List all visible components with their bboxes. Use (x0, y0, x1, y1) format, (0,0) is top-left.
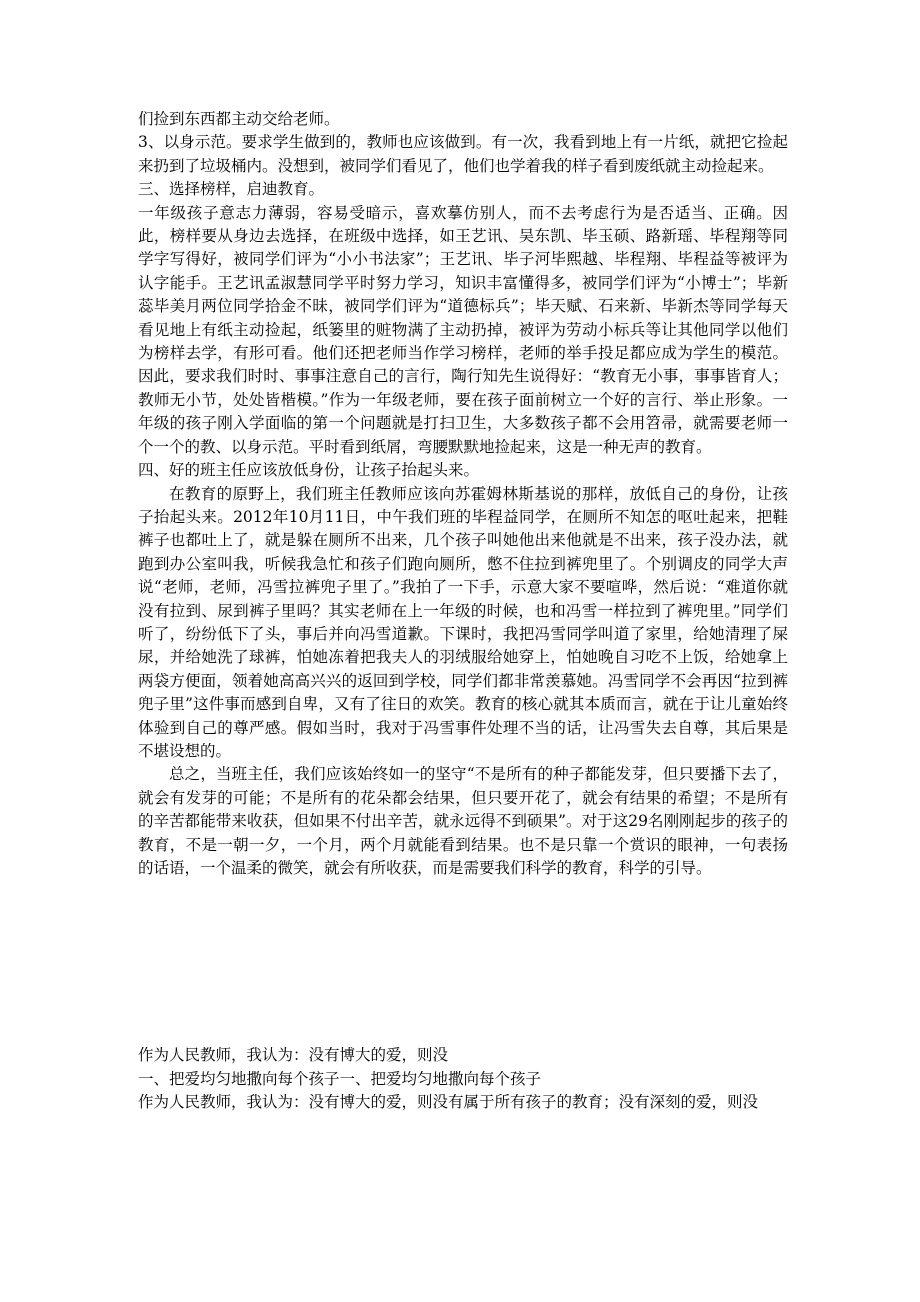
footer-line-2: 一、把爱均匀地撒向每个孩子一、把爱均匀地撒向每个孩子 (138, 1069, 542, 1088)
document-page (138, 108, 788, 1115)
footer-line-1: 作为人民教师，我认为：没有博大的爱，则没 (138, 1046, 449, 1065)
blank-gap (138, 880, 788, 1044)
section-heading-4: 四、好的班主任应该放低身份，让孩子抬起头来。 (138, 461, 480, 480)
paragraph-conclusion: 总之，当班主任，我们应该始终如一的坚守“不是所有的种子都能发芽，但只要播下去了，就会有发芽的可能；不是所有的花朵都会结果，但只要开花了，就会有结果的希望；不是所有的辛苦都能带来收获，但如果不付出辛苦，就永远得不到硕果”。对于这29名刚刚起步的孩子的教育，不是一朝一夕，一个月，两个月就能看到结果。也不是只靠一个赏识的眼神，一句表扬的话语，一个温柔的微笑，就会有所收获，而是需要我们科学的教育，科学的引导。 (138, 765, 788, 877)
paragraph-story: 在教育的原野上，我们班主任教师应该向苏霍姆林斯基说的那样，放低自己的身份，让孩子抬起头来。2012年10月11日，中午我们班的毕程益同学，在厕所不知怎的呕吐起来，把鞋裤子也都吐上了，就是躲在厕所不出来，几个孩子叫她他出来他就是不出来，孩子没办法，就跑到办公室叫我，听候我急忙和孩子们跑向厕所，憋不住拉到裤兜里了。个别调皮的同学大声说“老师，老师，冯雪拉裤兜子里了。”我拍了一下手，示意大家不要喧哗，然后说：“难道你就没有拉到、尿到裤子里吗？其实老师在上一年级的时候，也和冯雪一样拉到了裤兜里。”同学们听了，纷纷低下了头，事后并向冯雪道歉。下课时，我把冯雪同学叫道了家里，给她清理了屎尿，并给她洗了球裤，怕她冻着把我夫人的羽绒服给她穿上，怕她晚自习吃不上饭，给她拿上两袋方便面，领着她高高兴兴的返回到学校，同学们都非常羡慕她。冯雪同学不会再因“拉到裤兜子里”这件事而感到自卑，又有了往日的欢笑。教育的核心就其本质而言，就在于让儿童始终体验到自己的尊严感。假如当时，我对于冯雪事件处理不当的话，让冯雪失去自尊，其后果是不堪设想的。 (138, 484, 788, 760)
footer-line-3: 作为人民教师，我认为：没有博大的爱，则没有属于所有孩子的教育；没有深刻的爱，则没 (138, 1093, 759, 1112)
paragraph-continuation: 们捡到东西都主动交给老师。 (138, 110, 340, 128)
paragraph-role-models: 一年级孩子意志力薄弱，容易受暗示，喜欢摹仿别人，而不去考虑行为是否适当、正确。因此，榜样要从身边去选择，在班级中选择，如王艺讯、吴东凯、毕玉硕、路新瑶、毕程翔等同学字写得好，被同学们评为“小小书法家”；王艺讯、毕子河毕熙越、毕程翔、毕程益等被评为认字能手。王艺讯孟淑慧同学平时努力学习，知识丰富懂得多，被同学们评为“小博士”；毕新蕊毕美月两位同学拾金不昧，被同学们评为“道德标兵”；毕天赋、石来新、毕新杰等同学每天看见地上有纸主动捡起，纸篓里的赃物满了主动扔掉，被评为劳动小标兵等让其他同学以他们为榜样去学，有形可看。他们还把老师当作学习榜样，老师的举手投足都应成为学生的模范。因此，要求我们时时、事事注意自己的言行，陶行知先生说得好：“教育无小事，事事皆育人；教师无小节，处处皆楷模。”作为一年级老师，要在孩子面前树立一个好的言行、举止形象。一年级的孩子刚入学面临的第一个问题就是打扫卫生，大多数孩子都不会用笤帚，就需要老师一个一个的教、以身示范。平时看到纸屑，弯腰默默地捡起来，这是一种无声的教育。 (138, 203, 788, 456)
paragraph-lead-by-example: 3、以身示范。要求学生做到的，教师也应该做到。有一次，我看到地上有一片纸，就把它捡起来扔到了垃圾桶内。没想到，被同学们看见了，他们也学着我的样子看到废纸就主动捡起来。 (138, 133, 788, 175)
section-heading-3: 三、选择榜样，启迪教育。 (138, 180, 325, 199)
